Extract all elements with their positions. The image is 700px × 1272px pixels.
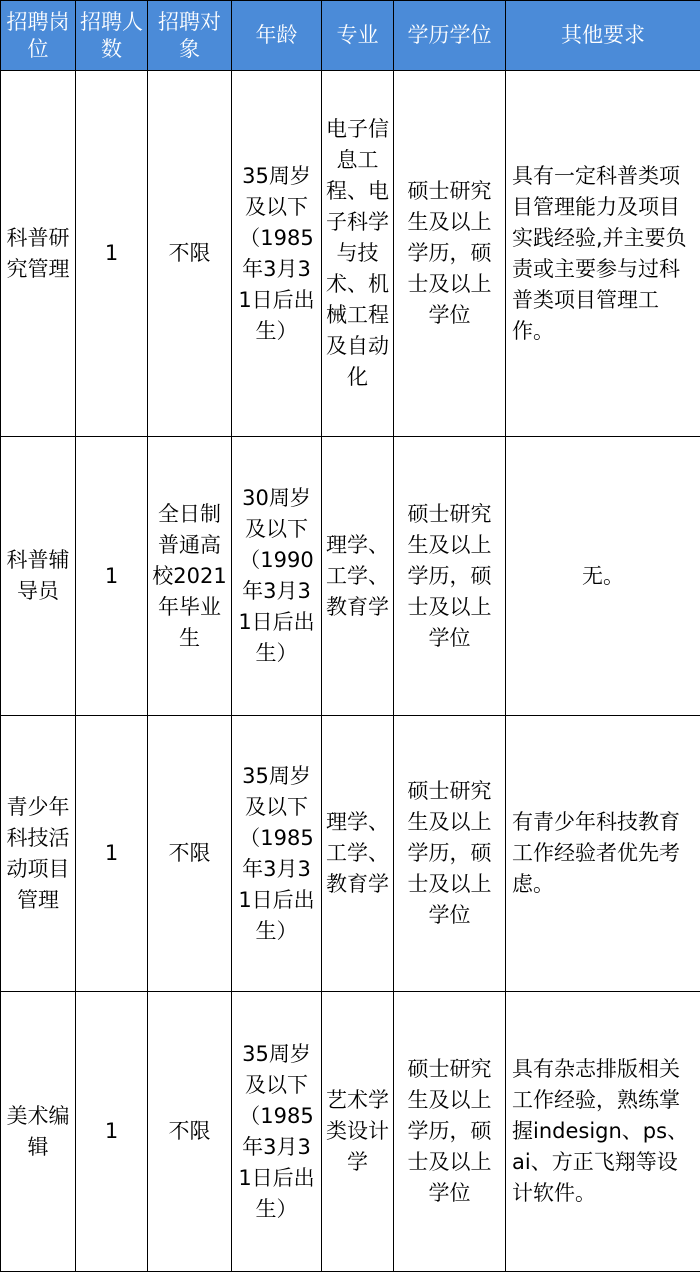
cell-degree: 硕士研究生及以上学历，硕士及以上学位 bbox=[394, 437, 506, 716]
cell-degree: 硕士研究生及以上学历，硕士及以上学位 bbox=[394, 716, 506, 992]
cell-other: 具有杂志排版相关工作经验，熟练掌握indesign、ps、ai、方正飞翔等设计软件。 bbox=[506, 992, 700, 1272]
cell-target: 不限 bbox=[148, 992, 232, 1272]
cell-count: 1 bbox=[76, 71, 148, 437]
cell-age: 35周岁及以下（1985年3月31日后出生） bbox=[232, 992, 322, 1272]
cell-position: 科普研究管理 bbox=[1, 71, 76, 437]
table-row bbox=[1, 716, 700, 992]
cell-other: 具有一定科普类项目管理能力及项目实践经验,并主要负责或主要参与过科普类项目管理工作。 bbox=[506, 71, 700, 437]
cell-major: 理学、工学、教育学 bbox=[322, 437, 394, 716]
table-row bbox=[1, 71, 700, 437]
cell-other: 有青少年科技教育工作经验者优先考虑。 bbox=[506, 716, 700, 992]
header-other: 其他要求 bbox=[506, 1, 700, 71]
header-position: 招聘岗位 bbox=[1, 1, 76, 71]
cell-count: 1 bbox=[76, 437, 148, 716]
cell-target: 不限 bbox=[148, 716, 232, 992]
table-row bbox=[1, 992, 700, 1272]
cell-major: 电子信息工程、电子科学与技术、机械工程及自动化 bbox=[322, 71, 394, 437]
cell-position: 科普辅导员 bbox=[1, 437, 76, 716]
cell-major: 艺术学类设计学 bbox=[322, 992, 394, 1272]
cell-major: 理学、工学、教育学 bbox=[322, 716, 394, 992]
cell-age: 35周岁及以下（1985年3月31日后出生） bbox=[232, 71, 322, 437]
header-major: 专业 bbox=[322, 1, 394, 71]
header-degree: 学历学位 bbox=[394, 1, 506, 71]
cell-other: 无。 bbox=[506, 437, 700, 716]
cell-age: 35周岁及以下（1985年3月31日后出生） bbox=[232, 716, 322, 992]
header-count: 招聘人数 bbox=[76, 1, 148, 71]
cell-target: 全日制普通高校2021年毕业生 bbox=[148, 437, 232, 716]
cell-count: 1 bbox=[76, 992, 148, 1272]
header-age: 年龄 bbox=[232, 1, 322, 71]
cell-position: 青少年科技活动项目管理 bbox=[1, 716, 76, 992]
cell-degree: 硕士研究生及以上学历，硕士及以上学位 bbox=[394, 992, 506, 1272]
header-row bbox=[1, 1, 700, 71]
cell-degree: 硕士研究生及以上学历，硕士及以上学位 bbox=[394, 71, 506, 437]
cell-age: 30周岁及以下（1990年3月31日后出生） bbox=[232, 437, 322, 716]
header-target: 招聘对象 bbox=[148, 1, 232, 71]
cell-count: 1 bbox=[76, 716, 148, 992]
cell-position: 美术编辑 bbox=[1, 992, 76, 1272]
table-row bbox=[1, 437, 700, 716]
cell-target: 不限 bbox=[148, 71, 232, 437]
